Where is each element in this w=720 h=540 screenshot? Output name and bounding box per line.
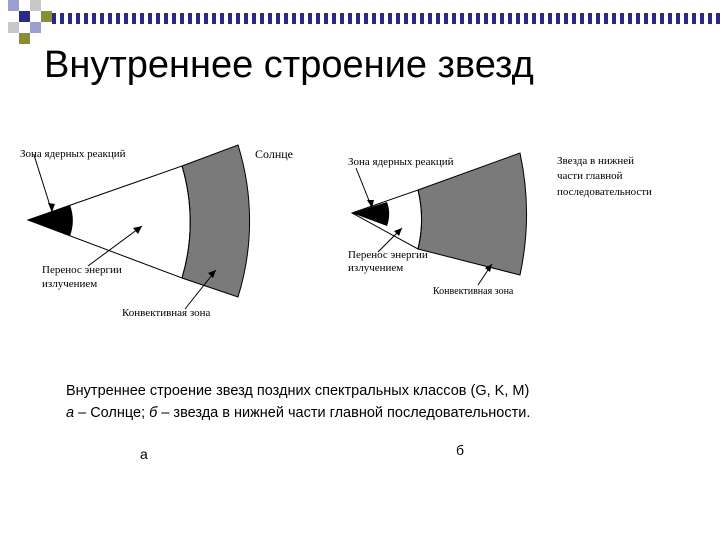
slide-title: Внутреннее строение звезд [44,44,534,86]
radiative-label-a-1: Перенос энергии [42,264,122,276]
caption-a-text: – Солнце; [74,405,150,421]
sun-label: Солнце [255,147,294,161]
caption-line-2 [66,402,530,424]
radiative-label-b-2: излучением [348,262,404,274]
caption-line-1: Внутреннее строение звезд поздних спектральных классов (G, K, M) [66,383,530,399]
convective-zone-shell-b [418,153,526,275]
radiative-label-b-1: Перенос энергии [348,249,428,261]
nuclear-core [28,205,73,236]
figure-caption [66,380,530,424]
diagram-b [348,153,652,297]
diagram-a [20,145,293,319]
star-label-1: Звезда в нижней [557,155,635,167]
nuclear-zone-label-b: Зона ядерных реакций [348,156,454,168]
caption-b-letter: б [149,405,158,421]
star-label-3: последовательности [557,186,652,198]
caption-b-text: – звезда в нижней части главной последовательности. [157,405,531,421]
convective-zone-label-a: Конвективная зона [122,307,211,319]
panel-label-a: а [140,446,148,462]
panel-label-b: б [456,442,465,458]
star-label-2: части главной [557,170,623,182]
convective-zone-shell [182,145,250,297]
nuclear-zone-label-a: Зона ядерных реакций [20,148,126,160]
caption-a-letter: а [66,405,75,421]
radiative-label-a-2: излучением [42,278,98,290]
convective-zone-label-b: Конвективная зона [433,286,514,297]
